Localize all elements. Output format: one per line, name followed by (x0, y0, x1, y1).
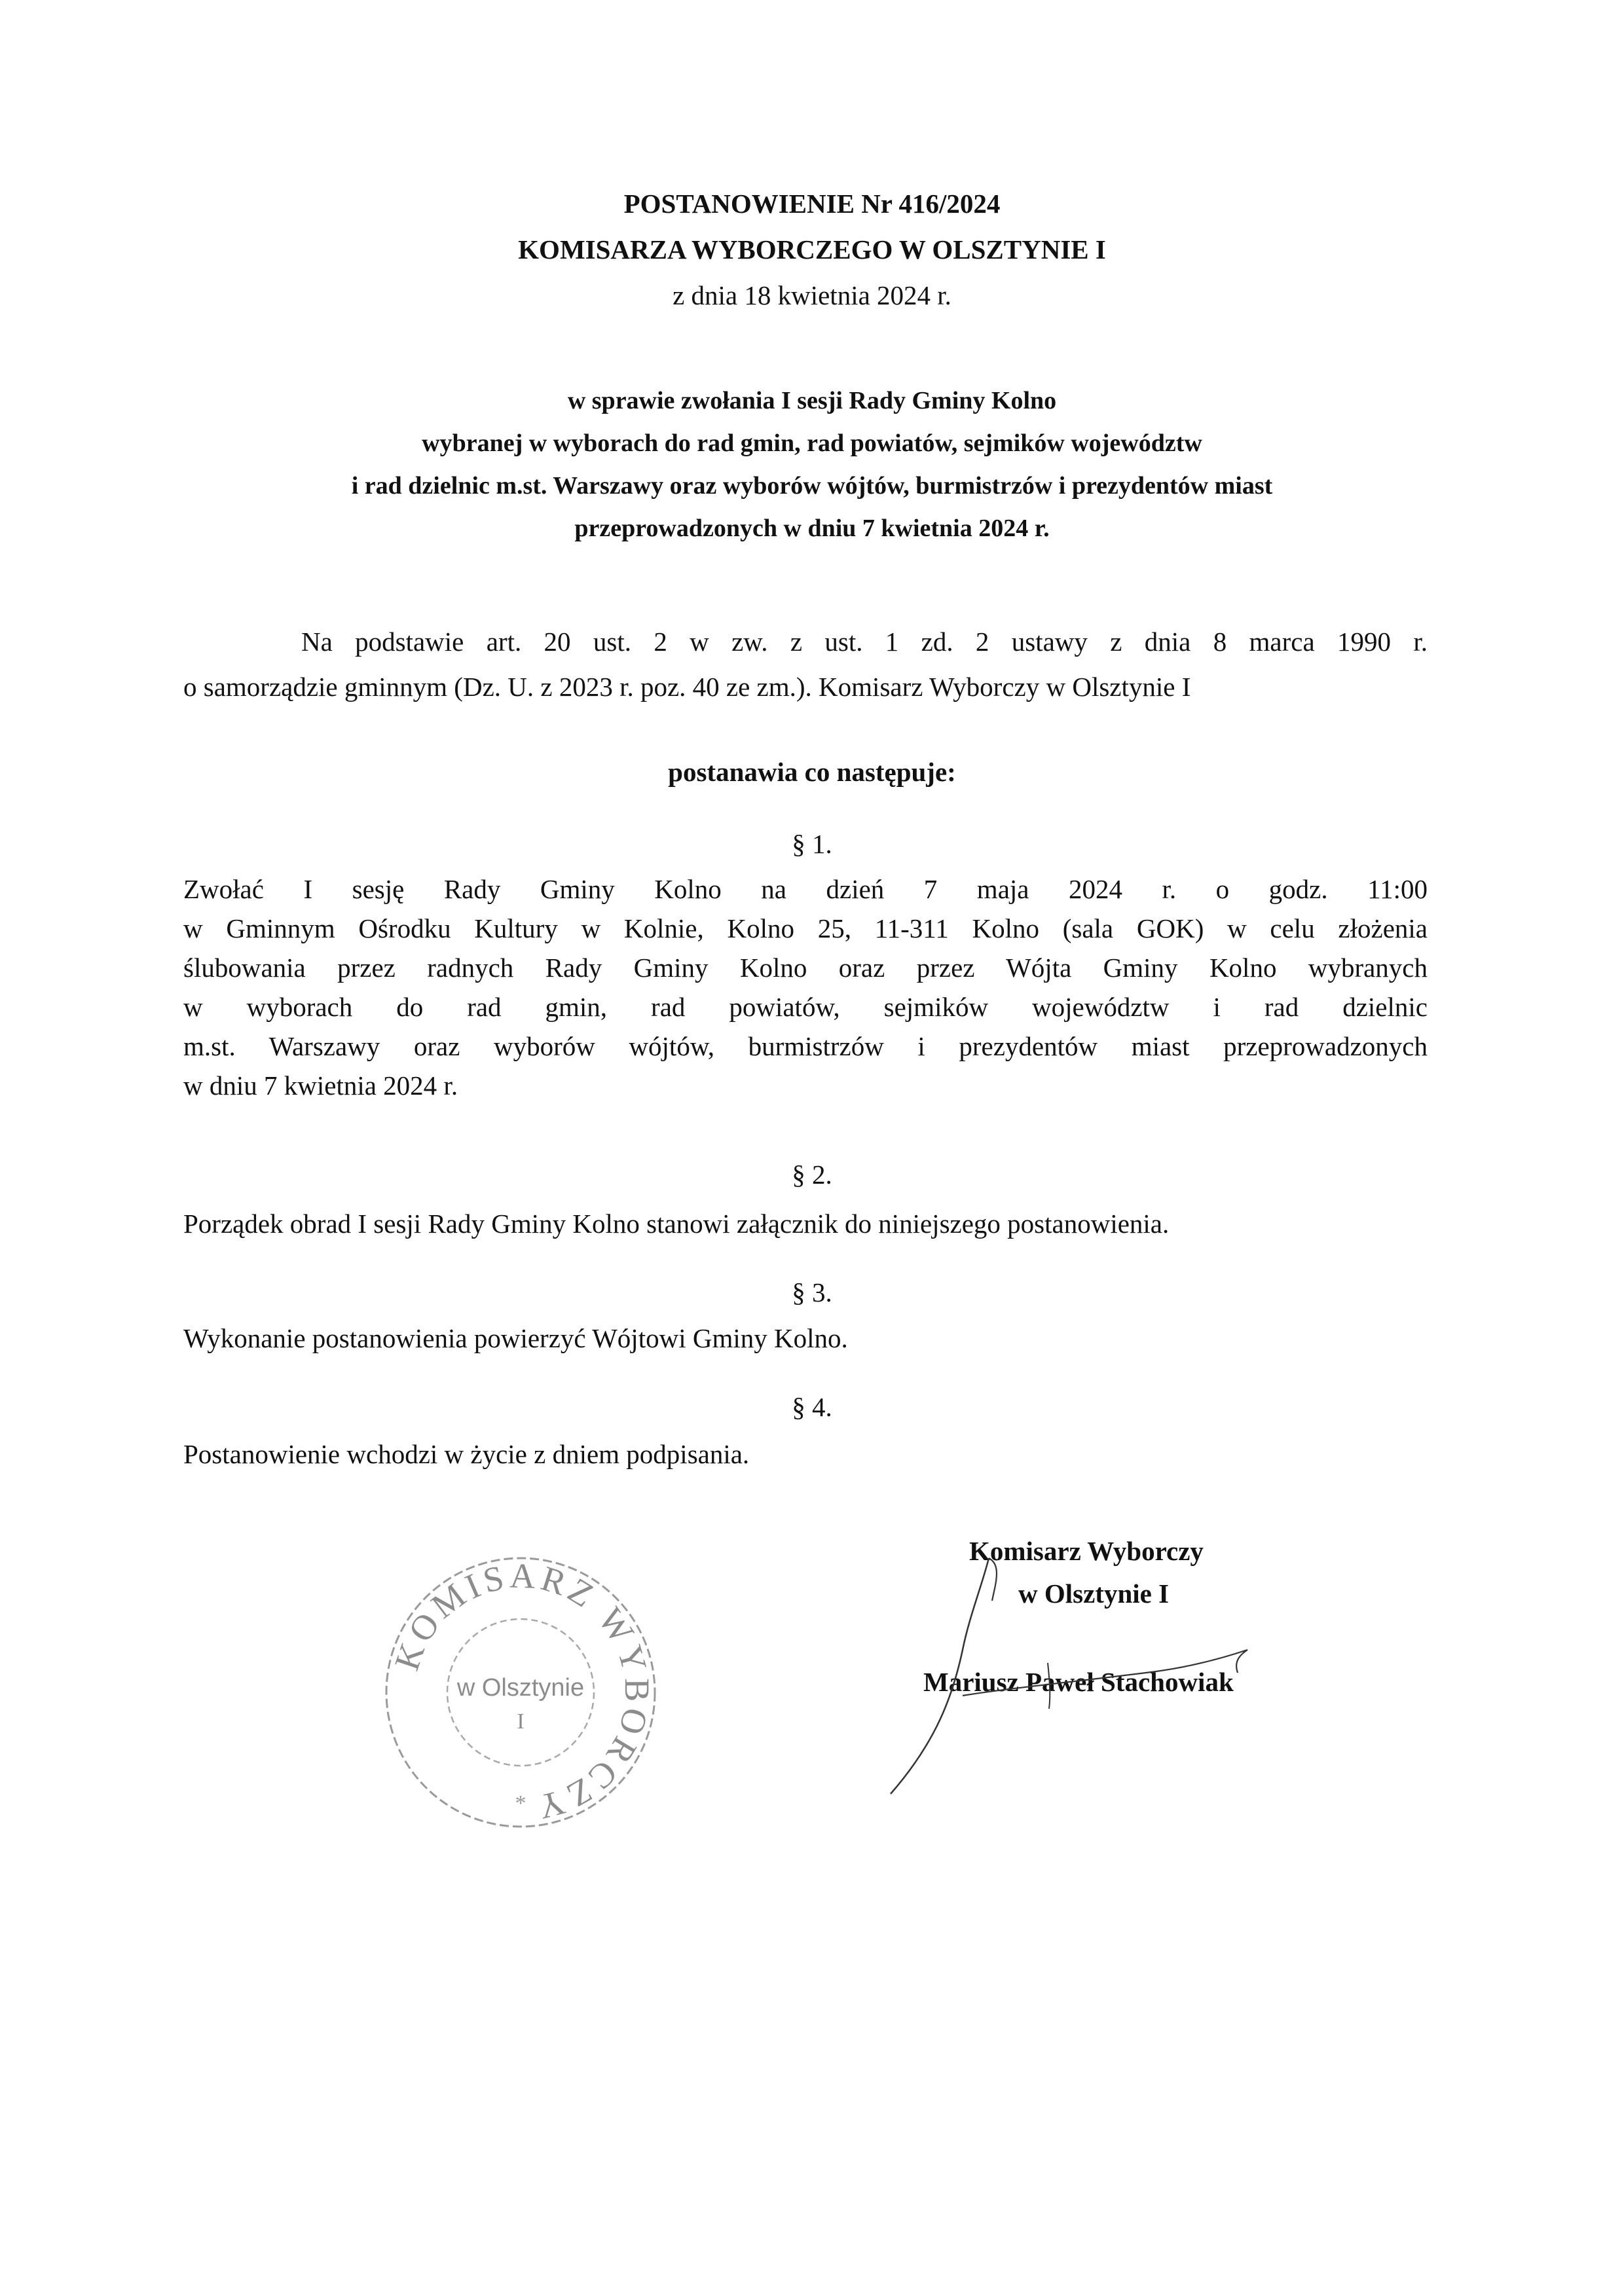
signatory-role-line-1: Komisarz Wyborczy (969, 1536, 1204, 1566)
official-stamp (373, 1545, 668, 1843)
subject-line-4: przeprowadzonych w dniu 7 kwietnia 2024 r. (574, 515, 1050, 542)
signatory-role-line-2: w Olsztynie I (1018, 1578, 1170, 1609)
subject-line-2: wybranej w wyborach do rad gmin, rad powiatów, sejmików województw (422, 429, 1202, 457)
stamp-ring-text: KOMISARZ WYBORCZY (386, 1556, 657, 1829)
section-1-line-6: w dniu 7 kwietnia 2024 r. (183, 1070, 458, 1101)
signatory-name: Mariusz Paweł Stachowiak (923, 1667, 1234, 1697)
decision-heading: postanawia co następuje: (668, 757, 956, 787)
section-3-mark: § 3. (792, 1277, 832, 1307)
preamble-paragraph (301, 622, 1428, 661)
section-1-line-1: Zwołać I sesję Rady Gminy Kolno na dzień 7 maja 2024 r. o godz. 11:00 (183, 874, 1428, 904)
section-1-mark: § 1. (792, 829, 832, 859)
section-3-text: Wykonanie postanowienia powierzyć Wójtowi Gminy Kolno. (183, 1323, 848, 1353)
preamble-line-2: o samorządzie gminnym (Dz. U. z 2023 r. poz. 40 ze zm.). Komisarz Wyborczy w Olsztynie I (183, 672, 1191, 702)
subject-line-3: i rad dzielnic m.st. Warszawy oraz wyborów wójtów, burmistrzów i prezydentów miast (351, 472, 1273, 500)
document-title: POSTANOWIENIE Nr 416/2024 (623, 189, 1001, 219)
stamp-center-line-2: I (517, 1709, 525, 1734)
stamp-star: * (515, 1791, 526, 1815)
section-1-line-5: m.st. Warszawy oraz wyborów wójtów, burmistrzów i prezydentów miast przeprowadzonych (183, 1031, 1428, 1061)
section-1-line-4: w wyborach do rad gmin, rad powiatów, sejmików województw i rad dzielnic (183, 992, 1428, 1022)
section-4-mark: § 4. (792, 1392, 832, 1422)
section-4-text: Postanowienie wchodzi w życie z dniem podpisania. (183, 1439, 750, 1469)
section-1-line-3: ślubowania przez radnych Rady Gminy Kolno oraz przez Wójta Gminy Kolno wybranych (183, 953, 1428, 983)
section-1-text (183, 869, 1428, 1105)
section-2-text: Porządek obrad I sesji Rady Gminy Kolno stanowi załącznik do niniejszego postanowienia. (183, 1209, 1170, 1239)
section-1-line-2: w Gminnym Ośrodku Kultury w Kolnie, Kolno 25, 11-311 Kolno (sala GOK) w celu złożenia (183, 913, 1428, 943)
issuing-authority: KOMISARZA WYBORCZEGO W OLSZTYNIE I (518, 234, 1106, 264)
stamp-center-line-1: w Olsztynie (456, 1674, 585, 1702)
section-2-mark: § 2. (792, 1159, 832, 1190)
handwritten-signature-icon (871, 1545, 1329, 1810)
preamble-line-1: Na podstawie art. 20 ust. 2 w zw. z ust. 1 zd. 2 ustawy z dnia 8 marca 1990 r. (301, 627, 1428, 657)
subject-line-1: w sprawie zwołania I sesji Rady Gminy Kolno (567, 387, 1057, 414)
document-date: z dnia 18 kwietnia 2024 r. (673, 280, 951, 310)
